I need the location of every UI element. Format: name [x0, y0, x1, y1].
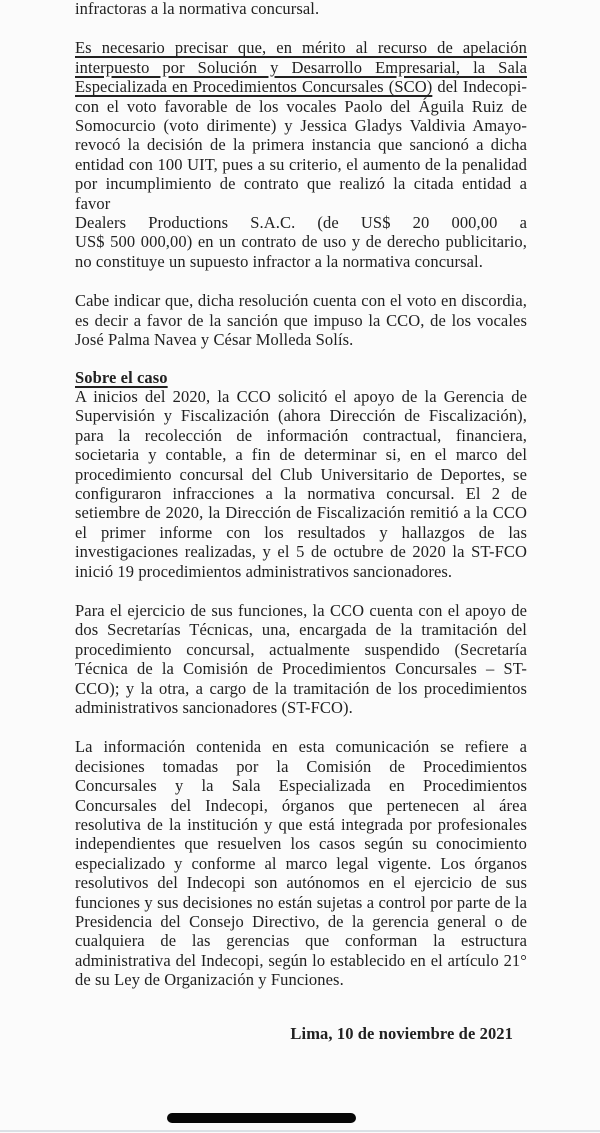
screenshot-bottom-edge — [0, 1130, 600, 1132]
paragraph-inicios: A inicios del 2020, la CCO solicitó el apoyo de la Gerencia de Supervisión y Fiscalización (ahora Dirección de Fiscalización), para la recolección de información contractual, financiera, societaria y contable, a fin de determinar si, en el marco del procedimiento concursal del Club Universitario de Deportes, se configuraron infracciones a la normativa concursal. El 2 de setiembre de 2020, la Dirección de Fiscalización remitió a la CCO el primer informe con los resultados y hallazgos de las investigaciones realizadas, y el 5 de octubre de 2020 la ST-FCO inició 19 procedimientos administrativos sancionadores. — [75, 386, 527, 581]
paragraph-secretarias: Para el ejercicio de sus funciones, la CCO cuenta con el apoyo de dos Secretarías Técnicas, una, encargada de la tramitación del procedimiento concursal, actualmente suspendido (Secretaría Técnica de la Comisión de Procedimientos Concursales – ST-CCO); y la otra, a cargo de la tramitación de los procedimientos administrativos sancionadores (ST-FCO). — [75, 600, 527, 717]
section-heading-text: Sobre el caso — [75, 367, 168, 387]
paragraph-apelacion-dealers-line: Dealers Productions S.A.C. (de US$ 20 000,00 a — [75, 213, 527, 233]
section-heading-sobre-el-caso — [75, 368, 527, 387]
paragraph-discordia: Cabe indicar que, dicha resolución cuenta con el voto en discordia, es decir a favor de la sanción que impuso la CCO, de los vocales José Palma Navea y César Molleda Solís. — [75, 291, 527, 350]
paragraph-apelacion-end: US$ 500 000,00) en un contrato de uso y de derecho publicitario, no constituye un supuesto infractor a la normativa concursal. — [75, 232, 527, 271]
document-text-column — [75, 0, 527, 1043]
paragraph-disclaimer: La información contenida en esta comunicación se refiere a decisiones tomadas por la Comisión de Procedimientos Concursales y la Sala Especializada en Procedimientos Concursales del Indecopi, órganos que pertenecen al área resolutiva de la institución y que está integrada por profesionales independientes que resuelven los casos según su conocimiento especializado y conforme al marco legal vigente. Los órganos resolutivos del Indecopi son autónomos en el ejercicio de sus funciones y sus decisiones no están sujetas a control por parte de la Presidencia del Consejo Directivo, de la gerencia general o de cualquiera de las gerencias que conforman la estructura administrativa del Indecopi, según lo establecido en el artículo 21° de su Ley de Organización y Funciones. — [75, 737, 527, 990]
paragraph-partial-top: infractoras a la normativa concursal. — [75, 0, 320, 18]
underlined-lead-text: Es necesario precisar que, en mérito al recurso de apelación interpuesto por Solución y Desarrollo Empresarial, la Sala Especializada en Procedimientos Concursales (SCO) — [75, 38, 527, 97]
dateline: Lima, 10 de noviembre de 2021 — [290, 1023, 513, 1043]
home-indicator-bar[interactable] — [167, 1113, 356, 1123]
paragraph-apelacion — [75, 38, 527, 271]
paragraph-apelacion-body: del Indecopi- con el voto favorable de los vocales Paolo del Águila Ruiz de Somocurcio (voto dirimente) y Jessica Gladys Valdivia Amayo- revocó la decisión de la primera instancia que sancionó a dicha entidad con 100 UIT, pues a su criterio, el aumento de la penalidad por incumplimiento de contrato que realizó la citada entidad a favor — [75, 77, 527, 213]
